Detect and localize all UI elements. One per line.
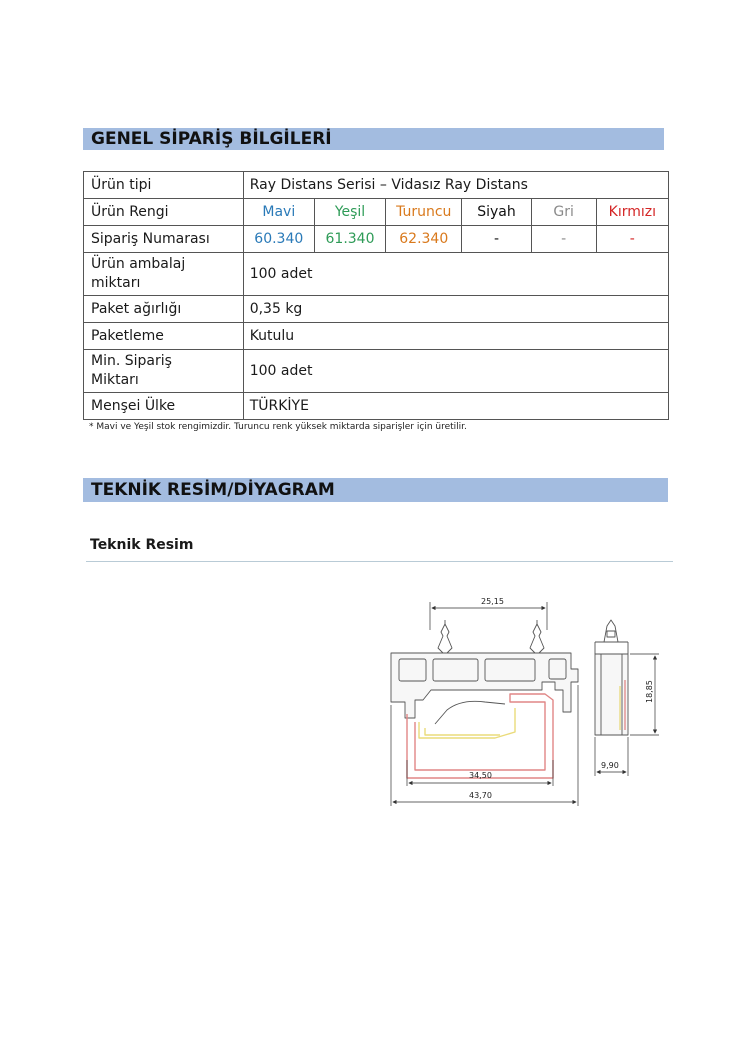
package-weight-value: 0,35 kg (243, 296, 668, 323)
dim-width (595, 737, 628, 776)
order-code-yesil: 61.340 (314, 226, 385, 253)
side-view (595, 620, 628, 735)
package-weight-label: Paket ağırlığı (84, 296, 244, 323)
package-qty-label-line2: miktarı (91, 275, 141, 291)
origin-value: TÜRKİYE (243, 393, 668, 420)
technical-drawing-subheading: Teknik Resim (90, 537, 194, 553)
front-view (391, 620, 578, 724)
order-info-table (83, 171, 669, 420)
section-title-technical-drawing: TEKNİK RESİM/DİYAGRAM (83, 478, 668, 502)
order-number-label: Sipariş Numarası (84, 226, 244, 253)
color-name-mavi: Mavi (243, 199, 314, 226)
dim-overall-label: 43,70 (469, 791, 492, 800)
dim-inner-label: 34,50 (469, 771, 492, 780)
color-name-siyah: Siyah (462, 199, 531, 226)
stock-color-note: * Mavi ve Yeşil stok rengimizdir. Turuncu renk yüksek miktarda siparişler için üretilir. (89, 422, 467, 432)
order-code-siyah: - (462, 226, 531, 253)
color-name-kirmizi: Kırmızı (596, 199, 668, 226)
profile-outline-yellow (419, 708, 515, 738)
package-qty-label-line1: Ürün ambalaj (91, 256, 186, 272)
color-name-yesil: Yeşil (314, 199, 385, 226)
dim-width-label: 9,90 (601, 761, 619, 770)
product-type-label: Ürün tipi (84, 172, 244, 199)
packaging-value: Kutulu (243, 323, 668, 350)
table-row (84, 323, 669, 350)
product-type-value: Ray Distans Serisi – Vidasız Ray Distans (243, 172, 668, 199)
package-qty-value: 100 adet (243, 253, 668, 296)
origin-label: Menşei Ülke (84, 393, 244, 420)
table-row (84, 393, 669, 420)
table-row (84, 226, 669, 253)
min-order-label-line1: Min. Sipariş (91, 353, 172, 369)
section-title-order-info: GENEL SİPARİŞ BİLGİLERİ (83, 128, 664, 150)
table-row (84, 350, 669, 393)
color-name-turuncu: Turuncu (386, 199, 462, 226)
dim-height-label: 18,85 (645, 680, 654, 703)
table-row (84, 199, 669, 226)
dim-overall (391, 685, 578, 806)
profile-outline-red (407, 694, 553, 778)
dim-top (430, 602, 547, 630)
min-order-label-line2: Miktarı (91, 372, 139, 388)
order-code-gri: - (531, 226, 596, 253)
color-name-gri: Gri (531, 199, 596, 226)
color-label: Ürün Rengi (84, 199, 244, 226)
package-qty-label (84, 253, 244, 296)
order-code-mavi: 60.340 (243, 226, 314, 253)
section-divider (86, 561, 673, 562)
order-code-kirmizi: - (596, 226, 668, 253)
table-row (84, 253, 669, 296)
order-code-turuncu: 62.340 (386, 226, 462, 253)
technical-drawing (385, 590, 675, 815)
dim-top-label: 25,15 (481, 597, 504, 606)
min-order-value: 100 adet (243, 350, 668, 393)
table-row (84, 172, 669, 199)
min-order-label (84, 350, 244, 393)
table-row (84, 296, 669, 323)
packaging-label: Paketleme (84, 323, 244, 350)
